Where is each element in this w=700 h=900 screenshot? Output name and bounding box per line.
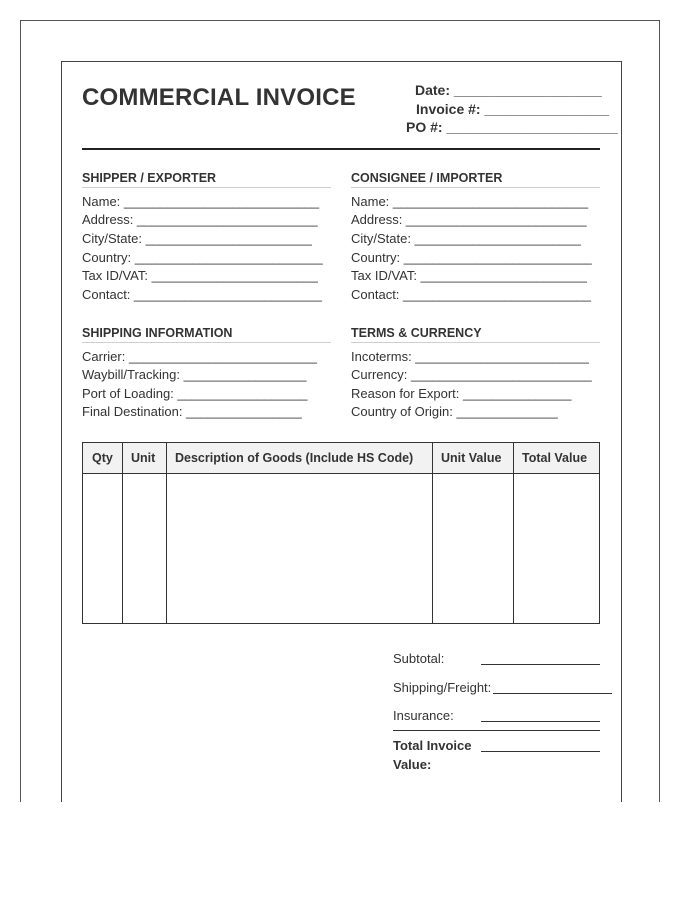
consignee-tax-id-field[interactable]: Tax ID/VAT: _______________________ xyxy=(351,268,587,283)
total-value-cell[interactable] xyxy=(514,474,599,623)
page-bottom-whitespace xyxy=(0,802,700,900)
consignee-address-field[interactable]: Address: _________________________ xyxy=(351,212,587,227)
invoice-number-field[interactable]: Invoice #: ________________ xyxy=(416,101,610,117)
consignee-country-field[interactable]: Country: __________________________ xyxy=(351,250,592,265)
currency-field[interactable]: Currency: _________________________ xyxy=(351,367,592,382)
total-invoice-value-line[interactable] xyxy=(481,751,600,752)
consignee-name-field[interactable]: Name: ___________________________ xyxy=(351,194,589,209)
shipping-freight-line[interactable] xyxy=(493,693,612,694)
waybill-tracking-field[interactable]: Waybill/Tracking: _________________ xyxy=(82,367,307,382)
consignee-section-rule xyxy=(351,187,600,188)
shipper-tax-id-field[interactable]: Tax ID/VAT: _______________________ xyxy=(82,268,318,283)
terms-section-rule xyxy=(351,342,600,343)
column-header-unit-value: Unit Value xyxy=(441,451,502,465)
total-invoice-value-label: Total Invoice Value: xyxy=(393,738,472,772)
shipping-freight-label: Shipping/Freight: xyxy=(393,680,492,695)
insurance-line[interactable] xyxy=(481,721,600,722)
shipper-name-field[interactable]: Name: ___________________________ xyxy=(82,194,320,209)
unit-cell[interactable] xyxy=(123,474,166,623)
description-cell[interactable] xyxy=(167,474,432,623)
shipper-address-field[interactable]: Address: _________________________ xyxy=(82,212,318,227)
shipper-city-state-field[interactable]: City/State: _______________________ xyxy=(82,231,312,246)
port-of-loading-field[interactable]: Port of Loading: __________________ xyxy=(82,386,308,401)
column-header-total-value: Total Value xyxy=(522,451,588,465)
shipping-section-title: SHIPPING INFORMATION xyxy=(82,326,233,340)
subtotal-label: Subtotal: xyxy=(393,651,445,666)
date-field[interactable]: Date: ___________________ xyxy=(415,82,602,98)
consignee-contact-field[interactable]: Contact: __________________________ xyxy=(351,287,592,302)
totals-divider xyxy=(393,730,600,731)
subtotal-line[interactable] xyxy=(481,664,600,665)
header-divider xyxy=(82,148,600,150)
shipper-section-title: SHIPPER / EXPORTER xyxy=(82,171,217,185)
column-header-qty: Qty xyxy=(92,451,113,465)
carrier-field[interactable]: Carrier: __________________________ xyxy=(82,349,317,364)
unit-value-cell[interactable] xyxy=(433,474,513,623)
consignee-section-title: CONSIGNEE / IMPORTER xyxy=(351,171,503,185)
reason-for-export-field[interactable]: Reason for Export: _______________ xyxy=(351,386,572,401)
invoice-title: COMMERCIAL INVOICE xyxy=(82,84,356,111)
country-of-origin-field[interactable]: Country of Origin: ______________ xyxy=(351,404,558,419)
consignee-city-state-field[interactable]: City/State: _______________________ xyxy=(351,231,581,246)
qty-cell[interactable] xyxy=(83,474,122,623)
terms-section-title: TERMS & CURRENCY xyxy=(351,326,482,340)
column-header-description: Description of Goods (Include HS Code) xyxy=(175,451,414,465)
insurance-label: Insurance: xyxy=(393,708,454,723)
goods-table xyxy=(82,442,600,624)
po-number-field[interactable]: PO #: ______________________ xyxy=(406,119,618,135)
shipper-contact-field[interactable]: Contact: __________________________ xyxy=(82,287,323,302)
incoterms-field[interactable]: Incoterms: ________________________ xyxy=(351,349,589,364)
final-destination-field[interactable]: Final Destination: ________________ xyxy=(82,404,302,419)
shipping-section-rule xyxy=(82,342,331,343)
column-header-unit: Unit xyxy=(131,451,156,465)
shipper-country-field[interactable]: Country: __________________________ xyxy=(82,250,323,265)
shipper-section-rule xyxy=(82,187,331,188)
